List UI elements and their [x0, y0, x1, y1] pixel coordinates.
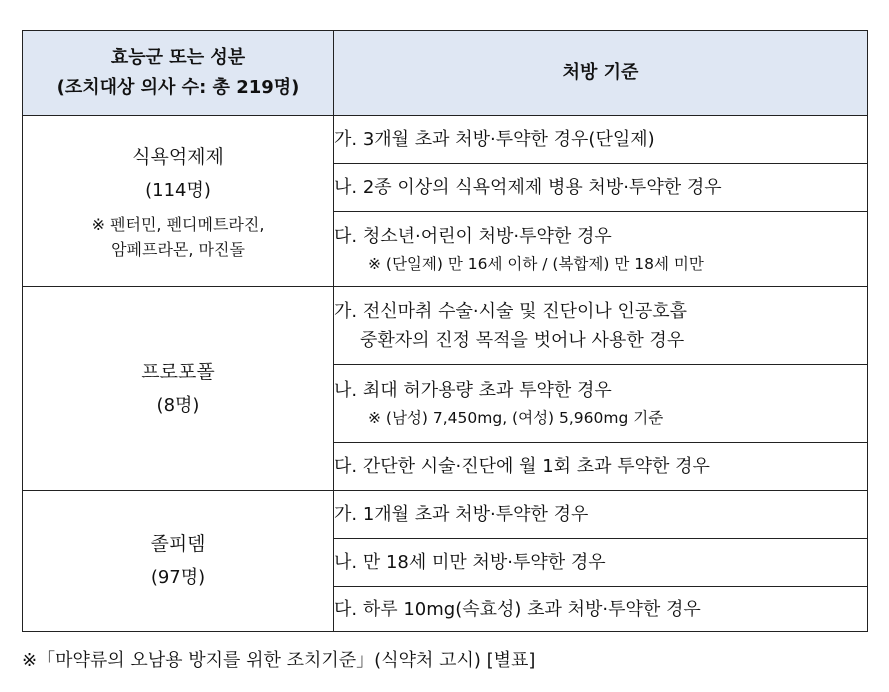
- criterion-cell: [334, 539, 868, 587]
- criterion-cell: [334, 164, 868, 212]
- group-count: (114명): [145, 180, 211, 201]
- criterion-continuation: 중환자의 진정 목적을 벗어나 사용한 경우: [360, 329, 685, 351]
- group-note-line2: 암페프라몬, 마진돌: [111, 240, 245, 259]
- criterion-text: 나. 2종 이상의 식욕억제제 병용 처방·투약한 경우: [334, 177, 722, 198]
- criterion-text: 다. 청소년·어린이 처방·투약한 경우: [334, 225, 612, 247]
- group-note: [23, 212, 333, 262]
- table-row: [23, 287, 868, 365]
- header-row: [23, 31, 868, 116]
- header-criteria: 처방 기준: [334, 31, 868, 116]
- table-row: [23, 491, 868, 539]
- group-name: 식욕억제제: [132, 146, 224, 168]
- header-substance-line1: 효능군 또는 성분: [110, 47, 246, 68]
- criterion-cell: [334, 116, 868, 164]
- criterion-cell: [334, 491, 868, 539]
- criterion-cell: [334, 365, 868, 443]
- group-propofol: [23, 287, 334, 491]
- criterion-cell: [334, 587, 868, 632]
- group-zolpidem: [23, 491, 334, 632]
- criterion-text: 나. 만 18세 미만 처방·투약한 경우: [334, 552, 606, 573]
- table-row: [23, 116, 868, 164]
- group-note-line1: ※ 펜터민, 펜디메트라진,: [91, 215, 265, 234]
- criterion-text: 나. 최대 허가용량 초과 투약한 경우: [334, 380, 612, 401]
- criterion-text: 다. 하루 10mg(속효성) 초과 처방·투약한 경우: [334, 598, 701, 620]
- criterion-text: 가. 3개월 초과 처방·투약한 경우(단일제): [334, 129, 655, 150]
- criterion-cell: [334, 212, 868, 287]
- source-footnote: ※「마약류의 오남용 방지를 위한 조치기준」(식약처 고시) [별표]: [22, 650, 536, 671]
- prescription-criteria-table: [22, 30, 868, 632]
- criterion-text: 가. 1개월 초과 처방·투약한 경우: [334, 504, 589, 525]
- header-substance: [23, 31, 334, 116]
- criterion-subnote: ※ (남성) 7,450mg, (여성) 5,960mg 기준: [368, 409, 664, 427]
- group-count: (97명): [150, 567, 206, 588]
- group-count: (8명): [156, 394, 200, 416]
- group-name: 졸피뎀: [150, 533, 206, 555]
- criterion-subnote: ※ (단일제) 만 16세 이하 / (복합제) 만 18세 미만: [368, 254, 704, 273]
- criterion-cell: [334, 443, 868, 491]
- group-appetite-suppressant: [23, 116, 334, 287]
- group-name: 프로포폴: [141, 360, 215, 383]
- criterion-text: 다. 간단한 시술·진단에 월 1회 초과 투약한 경우: [334, 456, 710, 477]
- criterion-cell: [334, 287, 868, 365]
- header-substance-line2: (조치대상 의사 수: 총 219명): [56, 77, 300, 98]
- criterion-text: 가. 전신마취 수술·시술 및 진단이나 인공호흡: [334, 300, 688, 322]
